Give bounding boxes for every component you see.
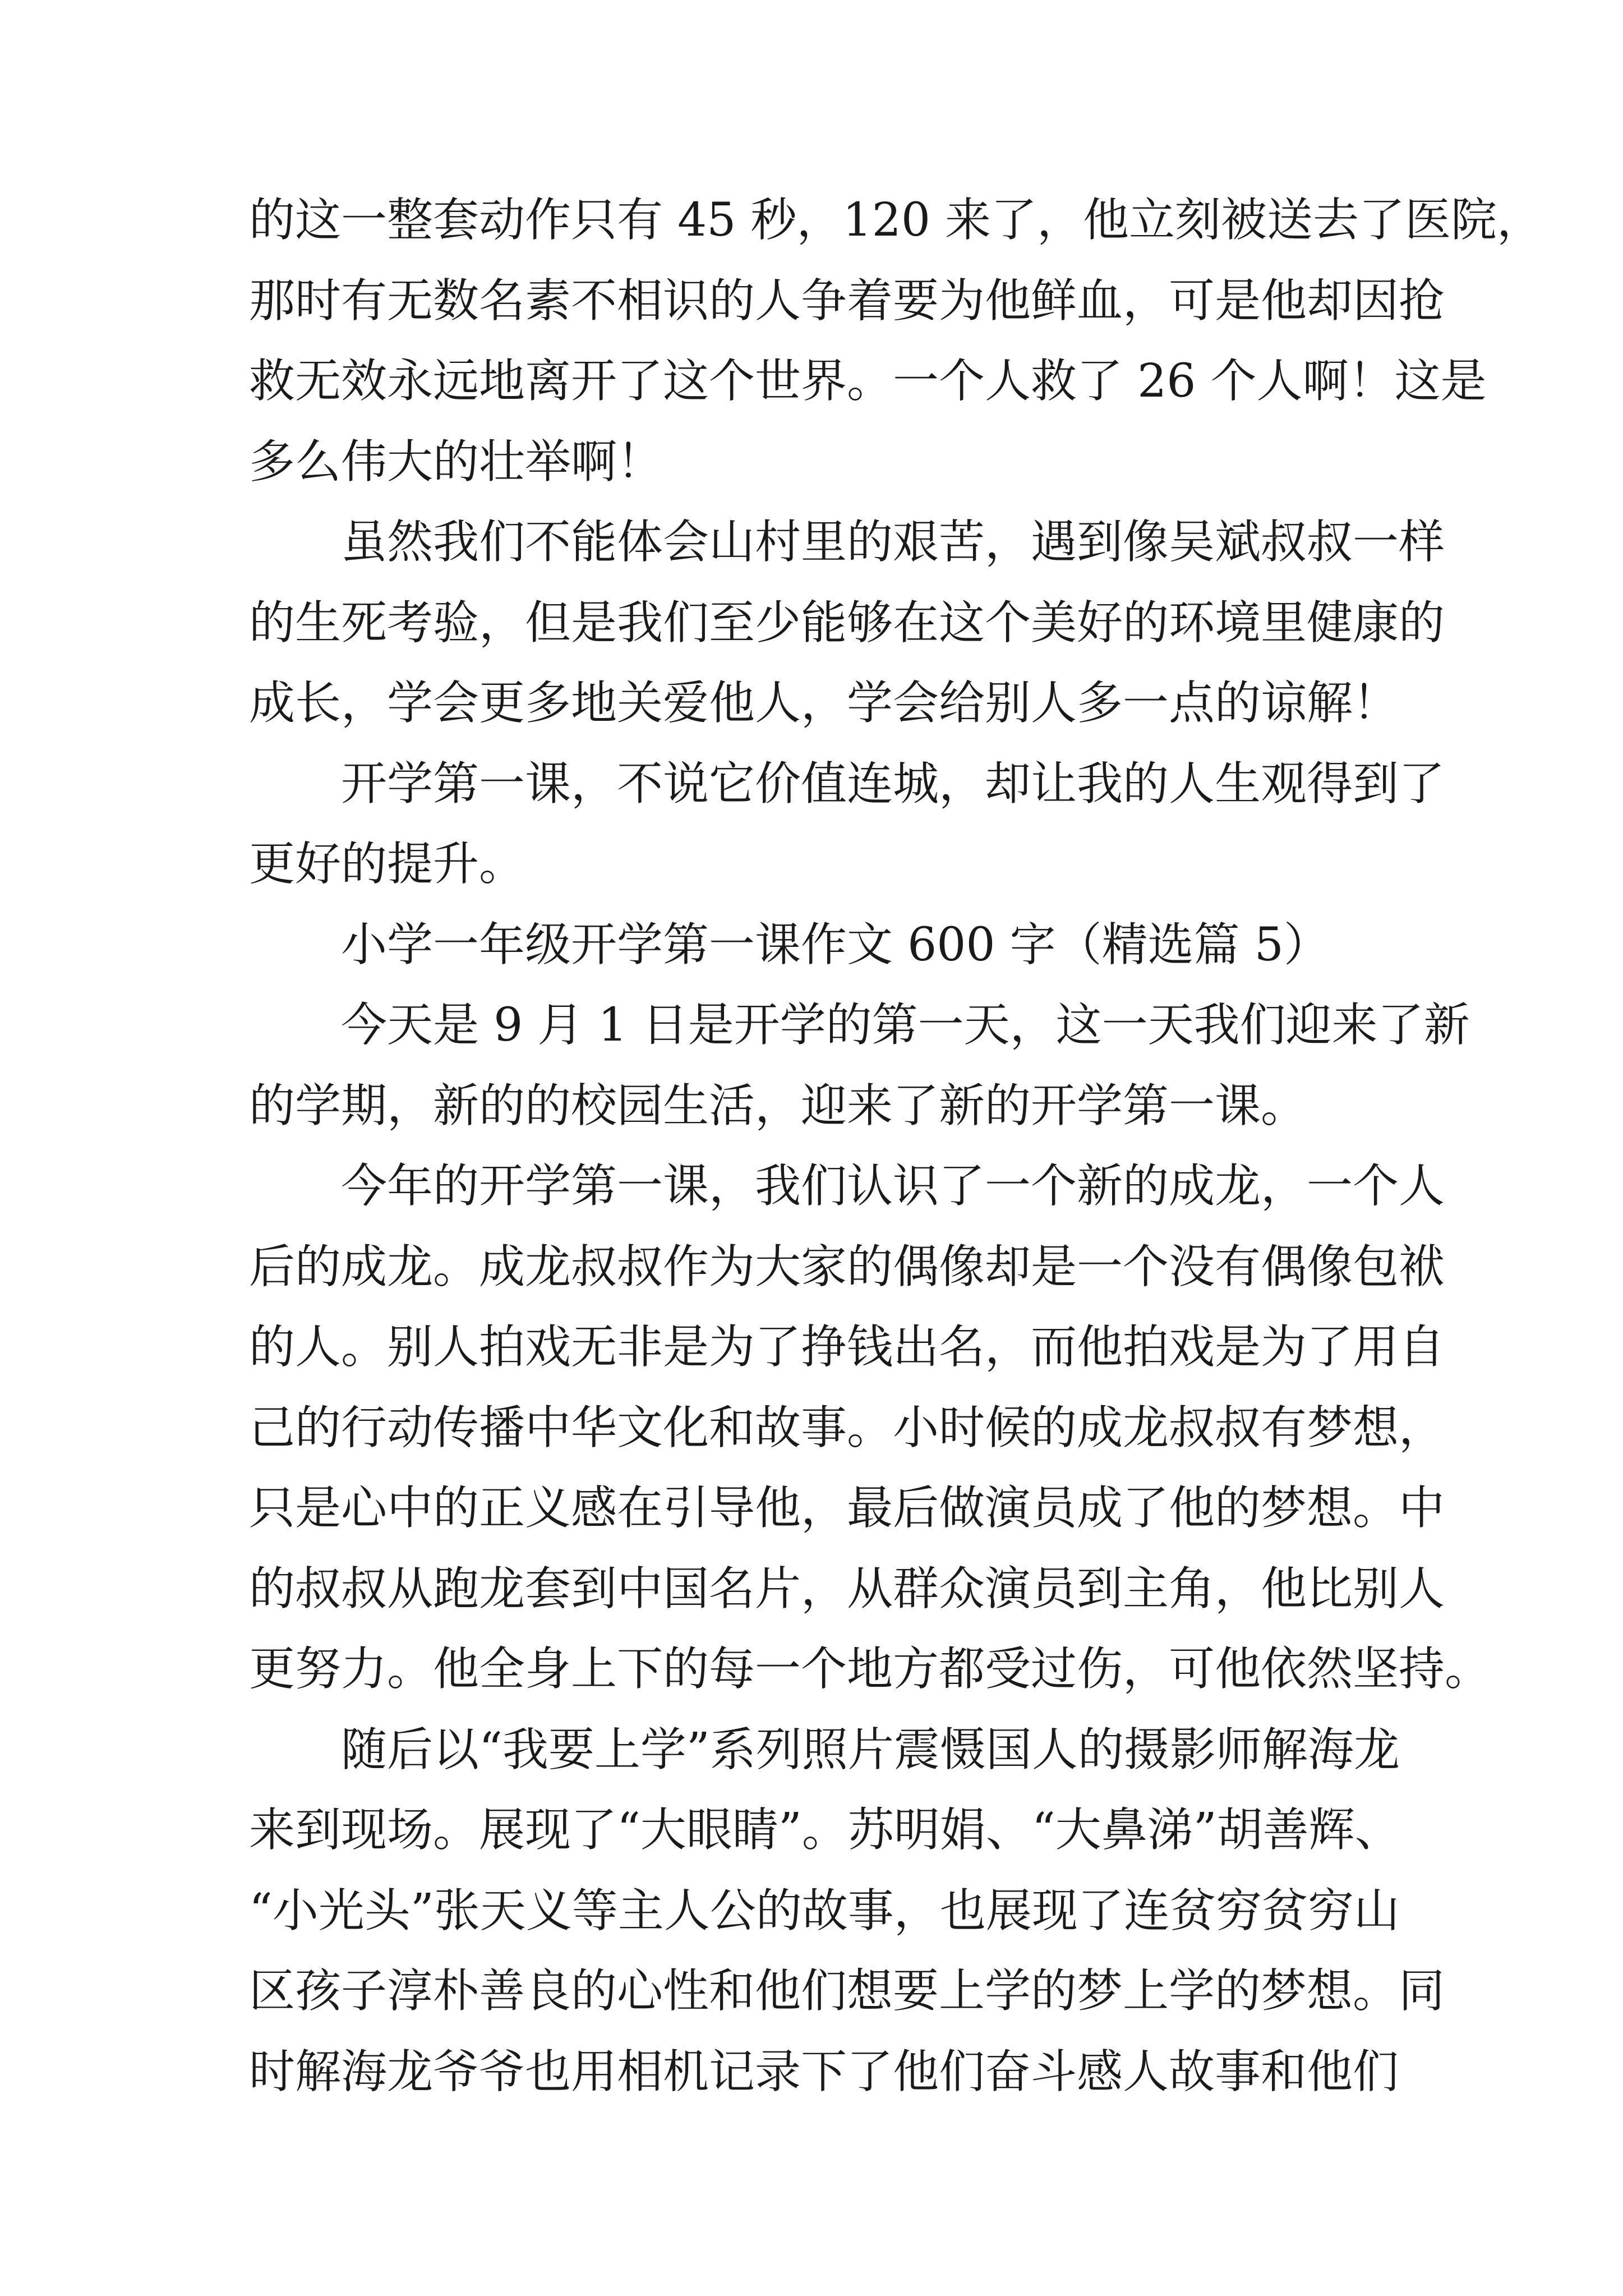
text-line: 己的行动传播中华文化和故事。小时候的成龙叔叔有梦想， [249, 1401, 1445, 1455]
text-line: 区孩子淳朴善良的心性和他们想要上学的梦上学的梦想。同 [249, 1964, 1445, 2018]
text-line: 更努力。他全身上下的每一个地方都受过伤，可他依然坚持。 [249, 1642, 1491, 1696]
paragraph-first-line: 今年的开学第一课，我们认识了一个新的成龙，一个人 [341, 1159, 1445, 1213]
text-line: 后的成龙。成龙叔叔作为大家的偶像却是一个没有偶像包袱 [249, 1240, 1445, 1294]
text-line: 的学期，新的的校园生活，迎来了新的开学第一课。 [249, 1079, 1307, 1133]
text-line: 多么伟大的壮举啊！ [249, 435, 663, 489]
text-line: “小光头”张天义等主人公的故事，也展现了连贫穷贫穷山 [249, 1884, 1400, 1938]
text-line: 时解海龙爷爷也用相机记录下了他们奋斗感人故事和他们 [249, 2045, 1399, 2099]
paragraph-first-line: 虽然我们不能体会山村里的艰苦，遇到像吴斌叔叔一样 [341, 516, 1445, 569]
text-line: 那时有无数名素不相识的人争着要为他鲜血，可是他却因抢 [249, 274, 1445, 328]
text-line: 的叔叔从跑龙套到中国名片，从群众演员到主角，他比别人 [249, 1562, 1445, 1616]
text-line: 更好的提升。 [249, 838, 525, 891]
text-line: 救无效永远地离开了这个世界。一个人救了 26 个人啊！这是 [249, 355, 1487, 408]
paragraph-first-line: 今天是 9 月 1 日是开学的第一天，这一天我们迎来了新 [341, 999, 1470, 1052]
text-line: 成长，学会更多地关爱他人，学会给别人多一点的谅解！ [249, 677, 1399, 730]
text-line: 的人。别人拍戏无非是为了挣钱出名，而他拍戏是为了用自 [249, 1320, 1445, 1374]
paragraph-first-line: 开学第一课，不说它价值连城，却让我的人生观得到了 [341, 757, 1445, 811]
text-line: 只是心中的正义感在引导他，最后做演员成了他的梦想。中 [249, 1481, 1445, 1535]
section-heading: 小学一年级开学第一课作文 600 字（精选篇 5） [341, 918, 1330, 972]
essay-body [249, 191, 1543, 2123]
paragraph-first-line: 随后以“我要上学”系列照片震慑国人的摄影师解海龙 [341, 1723, 1400, 1777]
text-line: 的这一整套动作只有 45 秒，120 来了，他立刻被送去了医院， [249, 194, 1543, 247]
text-line: 来到现场。展现了“大眼睛”。苏明娟、“大鼻涕”胡善辉、 [249, 1803, 1401, 1857]
text-line: 的生死考验，但是我们至少能够在这个美好的环境里健康的 [249, 596, 1445, 650]
